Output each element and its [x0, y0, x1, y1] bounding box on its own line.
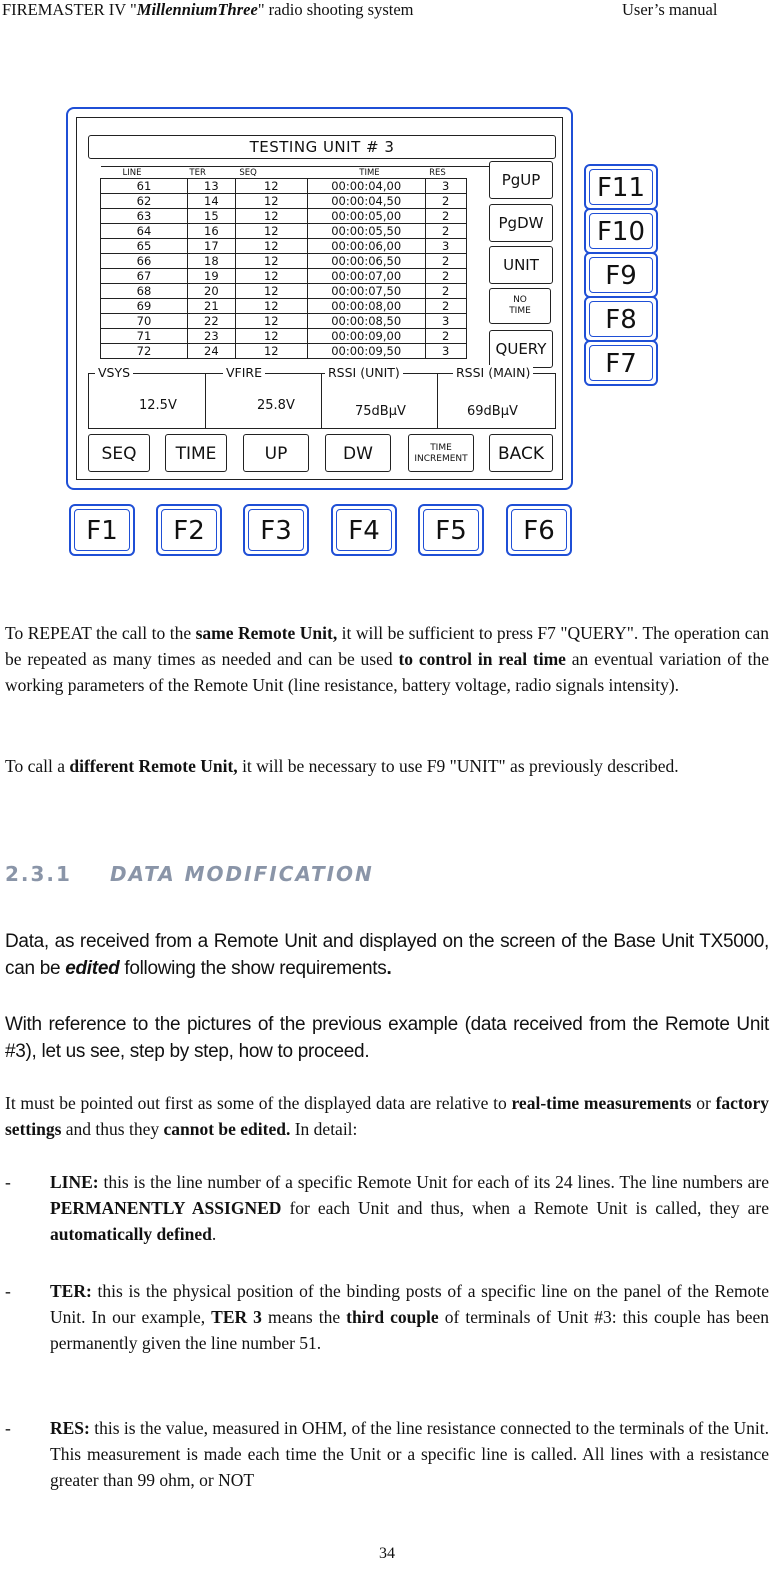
table-cell: 2	[425, 269, 466, 284]
rssi-unit-cell	[321, 365, 438, 428]
table-cell: 2	[425, 299, 466, 314]
table-row	[101, 239, 549, 254]
up-button[interactable]: UP	[243, 434, 309, 472]
table-cell: 3	[425, 179, 466, 194]
vfire-value: 25.8V	[257, 398, 295, 413]
bullet-dash: -	[5, 1281, 11, 1301]
paragraph-data-edit: Data, as received from a Remote Unit and displayed on the screen of the Base Unit TX5000, can be edited following the show requirements.	[5, 931, 769, 979]
f7-key[interactable]	[584, 340, 658, 386]
table-cell: 12	[235, 254, 307, 269]
f10-key[interactable]	[584, 208, 658, 254]
f1-key-label: F1	[74, 509, 130, 551]
table-cell: 67	[101, 269, 188, 284]
table-cell: 3	[425, 344, 466, 359]
bullet-dash: -	[5, 1172, 11, 1192]
table-cell: 23	[187, 329, 235, 344]
table-row	[101, 194, 549, 209]
table-row	[101, 224, 549, 239]
no-time-button[interactable]	[489, 288, 551, 324]
table-cell: 62	[101, 194, 188, 209]
f8-key-label: F8	[589, 301, 653, 337]
table-cell: 00:00:04,00	[307, 179, 425, 194]
pgdw-button[interactable]: PgDW	[489, 204, 553, 242]
table-row	[101, 284, 549, 299]
table-cell: 13	[187, 179, 235, 194]
f5-key-label: F5	[423, 509, 479, 551]
table-cell: 22	[187, 314, 235, 329]
f10-key-label: F10	[589, 213, 653, 249]
f9-key-label: F9	[589, 257, 653, 293]
col-res-header: RES	[425, 167, 466, 179]
table-cell: 00:00:08,00	[307, 299, 425, 314]
table-cell: 2	[425, 194, 466, 209]
table-cell: 70	[101, 314, 188, 329]
table-row	[101, 269, 549, 284]
table-cell: 00:00:07,00	[307, 269, 425, 284]
table-cell: 2	[425, 209, 466, 224]
table-cell: 24	[187, 344, 235, 359]
table-cell: 12	[235, 269, 307, 284]
screen-frame	[66, 107, 573, 490]
f4-key[interactable]	[331, 504, 397, 556]
dw-button[interactable]: DW	[325, 434, 391, 472]
table-cell: 63	[101, 209, 188, 224]
table-row	[101, 179, 549, 194]
table-cell: 61	[101, 179, 188, 194]
rssi-main-value: 69dBμV	[467, 404, 518, 419]
vfire-label: VFIRE	[223, 365, 265, 380]
table-cell: 72	[101, 344, 188, 359]
col-time-header: TIME	[307, 167, 425, 179]
table-cell: 12	[235, 284, 307, 299]
table-cell: 16	[187, 224, 235, 239]
table-cell: 12	[235, 344, 307, 359]
f2-key-label: F2	[161, 509, 217, 551]
pgup-button[interactable]: PgUP	[489, 161, 553, 199]
table-cell: 00:00:06,00	[307, 239, 425, 254]
back-button[interactable]: BACK	[489, 434, 553, 472]
col-ter-header: TER	[187, 167, 235, 179]
table-cell: 00:00:04,50	[307, 194, 425, 209]
no-time-label-1: NO	[513, 295, 527, 305]
col-line-header: LINE	[101, 167, 188, 179]
table-cell: 12	[235, 224, 307, 239]
table-cell: 69	[101, 299, 188, 314]
table-cell: 12	[235, 299, 307, 314]
table-row	[101, 314, 549, 329]
section-title: DATA MODIFICATION	[109, 862, 374, 886]
f11-key-label: F11	[589, 169, 653, 205]
page-number: 34	[379, 1545, 395, 1562]
section-heading	[5, 862, 374, 886]
f11-key[interactable]	[584, 164, 658, 210]
table-row	[101, 254, 549, 269]
header-manual-label: User’s manual	[622, 0, 718, 19]
table-cell: 14	[187, 194, 235, 209]
f6-key-label: F6	[511, 509, 567, 551]
table-cell: 21	[187, 299, 235, 314]
table-cell: 18	[187, 254, 235, 269]
page-header	[2, 0, 774, 22]
table-cell: 64	[101, 224, 188, 239]
vsys-cell	[89, 365, 206, 428]
f7-key-label: F7	[589, 345, 653, 381]
no-time-label-2: TIME	[509, 306, 531, 316]
table-cell: 12	[235, 314, 307, 329]
f8-key[interactable]	[584, 296, 658, 342]
table-cell: 19	[187, 269, 235, 284]
table-row	[101, 299, 549, 314]
paragraph-different-unit: To call a different Remote Unit, it will be necessary to use F9 "UNIT" as previously described.	[5, 756, 679, 776]
paragraph-repeat-call: To REPEAT the call to the same Remote Unit, it will be sufficient to press F7 "QUERY". The operation can be repeated as many times as needed and can be used to control in real time an eventual variation of the working parameters of the Remote Unit (line resistance, battery voltage, radio signals intensity).	[5, 623, 769, 695]
table-cell: 00:00:05,50	[307, 224, 425, 239]
table-cell: 12	[235, 179, 307, 194]
table-cell: 20	[187, 284, 235, 299]
f9-key[interactable]	[584, 252, 658, 298]
table-cell: 3	[425, 314, 466, 329]
paragraph-not-editable: It must be pointed out first as some of the displayed data are relative to real-time measurements or factory settings and thus they cannot be edited. In detail:	[5, 1093, 770, 1139]
table-cell: 12	[235, 329, 307, 344]
f2-key[interactable]	[156, 504, 222, 556]
f3-key[interactable]	[243, 504, 309, 556]
measurements-panel	[88, 365, 556, 429]
screen-title: TESTING UNIT # 3	[88, 135, 556, 159]
time-increment-button[interactable]	[408, 434, 474, 472]
table-cell: 2	[425, 224, 466, 239]
table-cell: 17	[187, 239, 235, 254]
vsys-value: 12.5V	[139, 398, 177, 413]
query-button[interactable]: QUERY	[489, 330, 553, 368]
f4-key-label: F4	[336, 509, 392, 551]
table-cell: 3	[425, 239, 466, 254]
bullet-dash: -	[5, 1418, 11, 1438]
table-cell: 68	[101, 284, 188, 299]
table-cell: 00:00:07,50	[307, 284, 425, 299]
table-row	[101, 329, 549, 344]
col-seq-header: SEQ	[235, 167, 307, 179]
table-cell: 65	[101, 239, 188, 254]
line-table	[100, 166, 548, 359]
rssi-main-label: RSSI (MAIN)	[453, 365, 533, 380]
rssi-unit-value: 75dBμV	[355, 404, 406, 419]
table-row	[101, 209, 549, 224]
table-cell: 00:00:06,50	[307, 254, 425, 269]
table-cell: 00:00:09,00	[307, 329, 425, 344]
table-cell: 00:00:09,50	[307, 344, 425, 359]
table-cell: 00:00:05,00	[307, 209, 425, 224]
f1-key[interactable]	[69, 504, 135, 556]
f3-key-label: F3	[248, 509, 304, 551]
seq-button[interactable]: SEQ	[88, 434, 150, 472]
vsys-label: VSYS	[95, 365, 133, 380]
rssi-unit-label: RSSI (UNIT)	[325, 365, 403, 380]
table-cell: 12	[235, 239, 307, 254]
header-title: FIREMASTER IV "MillenniumThree" radio shooting system	[2, 0, 414, 19]
time-increment-label-1: TIME	[430, 443, 452, 453]
time-increment-label-2: INCREMENT	[414, 454, 468, 464]
table-cell: 71	[101, 329, 188, 344]
table-cell: 2	[425, 329, 466, 344]
table-cell: 66	[101, 254, 188, 269]
paragraph-reference: With reference to the pictures of the previous example (data received from the Remote Unit #3), let us see, step by step, how to proceed.	[5, 1014, 769, 1062]
table-cell: 12	[235, 209, 307, 224]
table-row	[101, 344, 549, 359]
rssi-main-cell	[437, 365, 555, 428]
time-button[interactable]: TIME	[165, 434, 227, 472]
f5-key[interactable]	[418, 504, 484, 556]
table-cell: 00:00:08,50	[307, 314, 425, 329]
table-cell: 2	[425, 284, 466, 299]
section-number: 2.3.1	[5, 862, 72, 886]
table-cell: 2	[425, 254, 466, 269]
unit-button[interactable]: UNIT	[489, 246, 553, 284]
vfire-cell	[205, 365, 322, 428]
device-screen-figure	[66, 107, 676, 557]
table-cell: 15	[187, 209, 235, 224]
line-table-header	[101, 167, 549, 179]
table-cell: 12	[235, 194, 307, 209]
f6-key[interactable]	[506, 504, 572, 556]
